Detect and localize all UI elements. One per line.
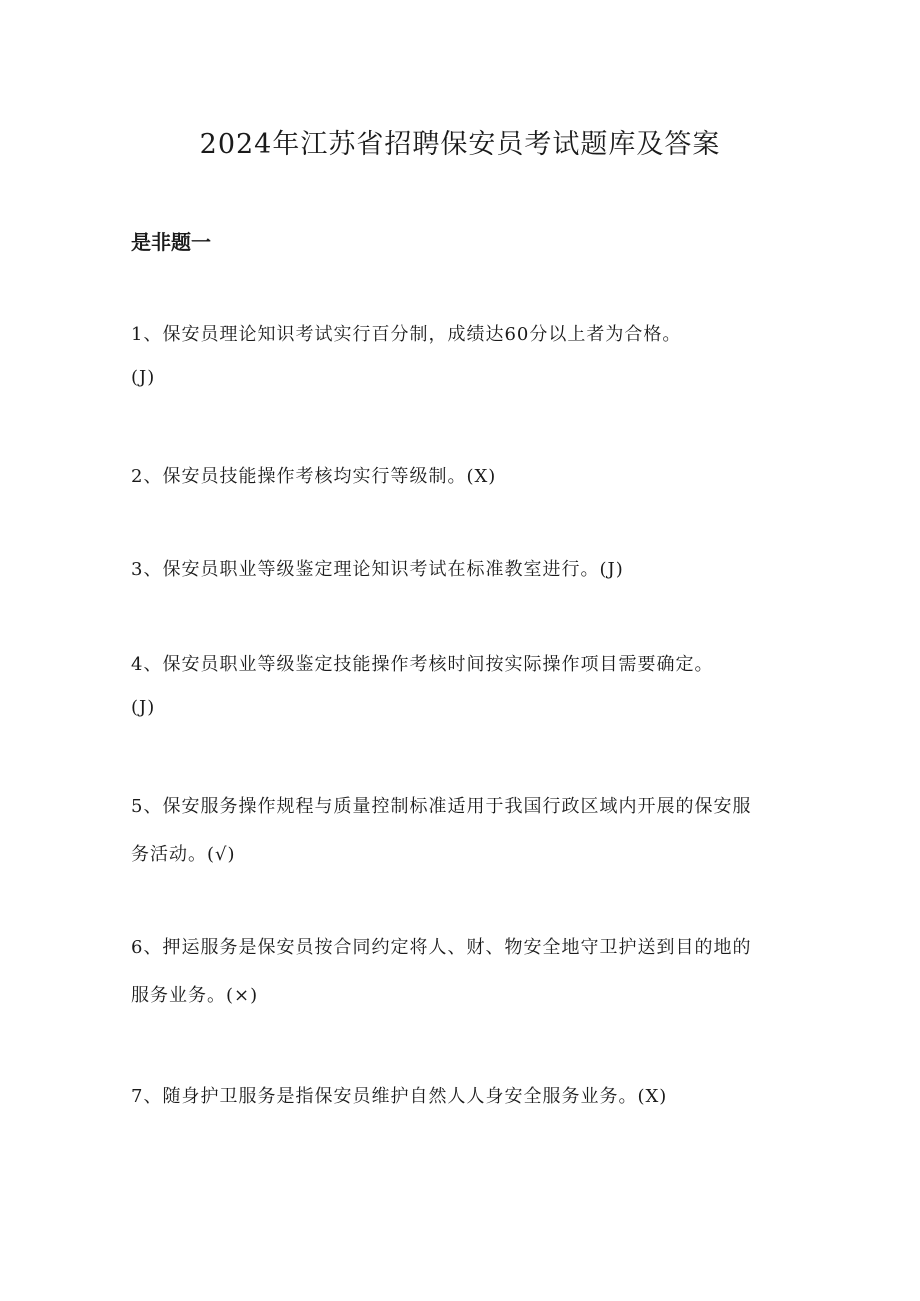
question-line-continued: 务活动。(√) [131,844,236,865]
question-line: 2、保安员技能操作考核均实行等级制。(X) [131,466,497,487]
document-title: 2024年江苏省招聘保安员考试题库及答案 [199,129,721,160]
question-line: 3、保安员职业等级鉴定理论知识考试在标准教室进行。(J) [131,559,624,580]
question-line-continued: 服务业务。(×) [131,985,259,1006]
question-answer: (J) [131,367,156,388]
section-heading: 是非题一 [131,230,211,254]
question-line: 7、随身护卫服务是指保安员维护自然人人身安全服务业务。(X) [131,1086,668,1107]
question-line: 6、押运服务是保安员按合同约定将人、财、物安全地守卫护送到目的地的 [131,937,752,958]
question-line: 4、保安员职业等级鉴定技能操作考核时间按实际操作项目需要确定。 [131,654,714,675]
question-answer: (J) [131,697,156,718]
question-line: 1、保安员理论知识考试实行百分制，成绩达60分以上者为合格。 [131,324,682,345]
question-line: 5、保安服务操作规程与质量控制标准适用于我国行政区域内开展的保安服 [131,796,752,817]
